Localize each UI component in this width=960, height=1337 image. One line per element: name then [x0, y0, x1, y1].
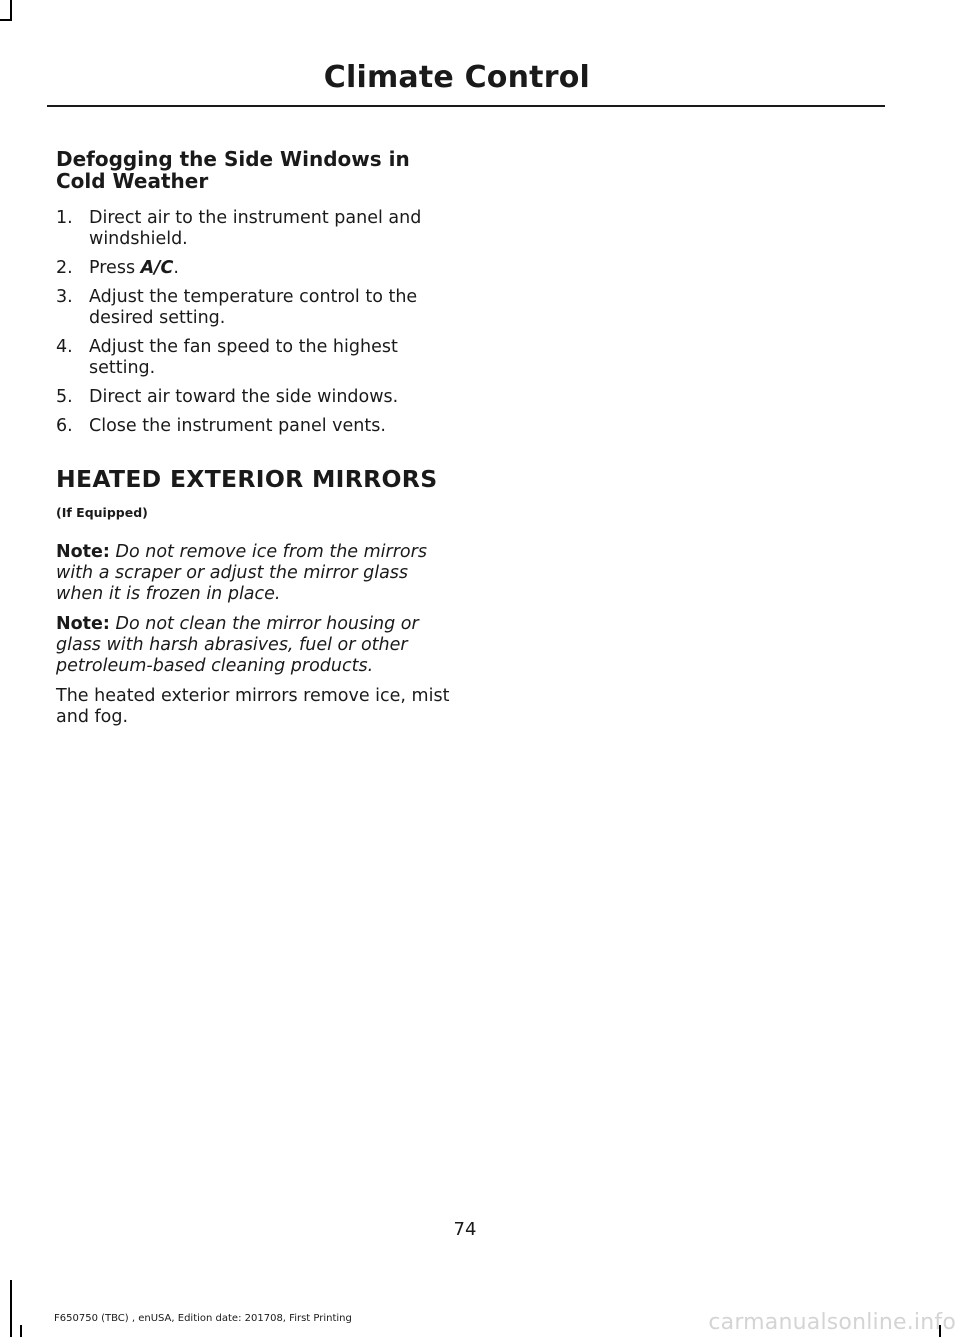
page-number: 74	[453, 1219, 477, 1240]
defog-heading-line1: Defogging the Side Windows in	[56, 147, 410, 171]
step-text: Adjust the temperature control to the desired setting.	[89, 287, 418, 328]
ac-button-label: A/C	[140, 258, 174, 278]
header-divider	[47, 105, 885, 107]
step-text: Direct air to the instrument panel and windshield.	[89, 208, 422, 249]
note-1	[56, 542, 456, 605]
crop-mark-bottom-left-vertical-inner	[20, 1325, 22, 1337]
content-column	[56, 148, 456, 728]
step-text	[89, 258, 456, 279]
note-label: Note:	[56, 614, 110, 634]
step-text: Direct air toward the side windows.	[89, 387, 399, 407]
if-equipped-label: (If Equipped)	[56, 505, 148, 520]
step-number: 3.	[56, 287, 73, 307]
list-item	[56, 387, 456, 408]
step-number: 1.	[56, 208, 73, 228]
step-text: Close the instrument panel vents.	[89, 416, 386, 436]
defog-heading	[56, 148, 456, 192]
step-number: 2.	[56, 258, 73, 278]
mirrors-heading: HEATED EXTERIOR MIRRORS	[56, 465, 438, 493]
step-number: 6.	[56, 416, 73, 436]
list-item	[56, 287, 456, 329]
defog-steps-list	[56, 208, 456, 437]
page-title: Climate Control	[323, 60, 590, 95]
step-text-after: .	[173, 258, 179, 278]
note-2	[56, 614, 456, 677]
step-text: Adjust the fan speed to the highest setting.	[89, 337, 398, 378]
crop-mark-bottom-left-vertical	[10, 1280, 12, 1337]
list-item	[56, 416, 456, 437]
note-label: Note:	[56, 542, 110, 562]
step-text-before: Press	[89, 258, 141, 278]
watermark: carmanualsonline.info	[708, 1310, 956, 1335]
step-number: 5.	[56, 387, 73, 407]
note-text: Do not remove ice from the mirrors with a scraper or adjust the mirror glass when it is frozen in place.	[56, 542, 427, 604]
list-item	[56, 337, 456, 379]
step-number: 4.	[56, 337, 73, 357]
mirrors-paragraph: The heated exterior mirrors remove ice, mist and fog.	[56, 686, 450, 727]
list-item	[56, 208, 456, 250]
crop-mark-top-left-vertical	[10, 0, 12, 20]
footer-edition-info: F650750 (TBC) , enUSA, Edition date: 201708, First Printing	[54, 1313, 352, 1324]
crop-mark-top-left-horizontal	[0, 19, 12, 21]
list-item	[56, 258, 456, 279]
note-text: Do not clean the mirror housing or glass with harsh abrasives, fuel or other petroleum-based cleaning products.	[56, 614, 419, 676]
defog-heading-line2: Cold Weather	[56, 169, 209, 193]
